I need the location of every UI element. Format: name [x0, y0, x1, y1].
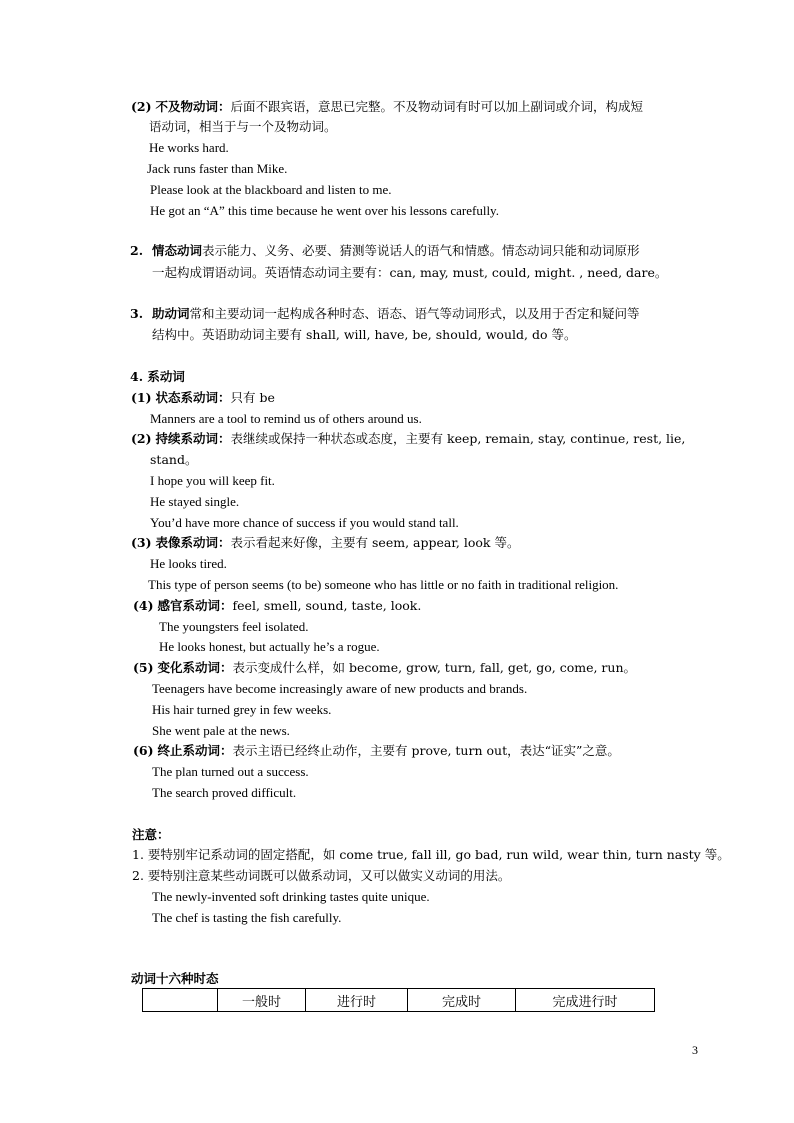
term: 终止系动词： — [157, 743, 233, 758]
term: 状态系动词： — [155, 390, 231, 405]
table-header-cell: 进行时 — [306, 989, 408, 1012]
description-cont: 结构中。英语助动词主要有 shall, will, have, be, should, would, do 等。 — [152, 327, 577, 342]
table-header-cell: 完成进行时 — [516, 989, 655, 1012]
note-heading: 注意： — [132, 827, 170, 842]
description: 表示变成什么样，如 become, grow, turn, fall, get, go, come, run。 — [232, 660, 637, 675]
linking-verbs-heading: 4. 系动词 — [130, 369, 185, 384]
example-sentence: He works hard. — [149, 140, 229, 155]
term: 不及物动词： — [155, 99, 231, 114]
description: 后面不跟宾语，意思已完整。不及物动词有时可以加上副词或介词，构成短 — [230, 99, 644, 114]
example-sentence: Teenagers have become increasingly aware of new products and brands. — [152, 681, 528, 696]
page-number: 3 — [692, 1043, 698, 1057]
table-header-cell: 完成时 — [408, 989, 516, 1012]
description-cont: 语动词，相当于与一个及物动词。 — [149, 119, 337, 134]
note-item: 1. 要特别牢记系动词的固定搭配，如 come true, fall ill, go bad, run wild, wear thin, turn nasty 等。 — [132, 847, 730, 862]
example-sentence: The plan turned out a success. — [152, 764, 309, 779]
example-sentence: The newly-invented soft drinking tastes quite unique. — [152, 889, 430, 904]
item-number: 3. — [130, 306, 144, 321]
example-sentence: The search proved difficult. — [152, 785, 297, 800]
item-number: (5) — [133, 660, 154, 675]
description: 表继续或保持一种状态或态度，主要有 keep, remain, stay, continue, rest, lie, — [230, 431, 686, 446]
term: 情态动词 — [152, 243, 203, 258]
description: 只有 be — [230, 390, 275, 405]
table-row — [143, 989, 655, 1012]
linking-item — [133, 742, 620, 760]
example-sentence: This type of person seems (to be) someone who has little or no faith in traditional religion. — [148, 577, 619, 592]
item-number: (2) — [131, 99, 152, 114]
item-number: (3) — [131, 535, 152, 550]
tense-table-title: 动词十六种时态 — [131, 971, 219, 986]
linking-item — [131, 389, 275, 407]
example-sentence: Manners are a tool to remind us of others around us. — [150, 411, 422, 426]
example-sentence: Jack runs faster than Mike. — [147, 161, 288, 176]
example-sentence: His hair turned grey in few weeks. — [152, 702, 332, 717]
item-number: (6) — [133, 743, 154, 758]
description: 表示看起来好像，主要有 seem, appear, look 等。 — [230, 535, 520, 550]
item-number: (4) — [133, 598, 154, 613]
auxiliary-verbs-paragraph — [130, 305, 640, 323]
example-sentence: The youngsters feel isolated. — [159, 619, 309, 634]
description: 表示主语已经终止动作，主要有 prove, turn out，表达“证实”之意。 — [232, 743, 620, 758]
linking-item — [131, 430, 685, 448]
term: 感官系动词： — [157, 598, 233, 613]
item-number: (2) — [131, 431, 152, 446]
description-cont: stand。 — [150, 452, 198, 467]
modal-verbs-paragraph — [130, 242, 640, 260]
item-number: (1) — [131, 390, 152, 405]
item-number: 2. — [130, 243, 144, 258]
linking-item — [131, 534, 519, 552]
example-sentence: He looks honest, but actually he’s a rogue. — [159, 639, 380, 654]
intransitive-heading — [131, 98, 643, 116]
description: 常和主要动词一起构成各种时态、语态、语气等动词形式，以及用于否定和疑问等 — [189, 306, 640, 321]
linking-item — [133, 659, 636, 677]
description: feel, smell, sound, taste, look. — [232, 598, 422, 613]
example-sentence: He got an “A” this time because he went over his lessons carefully. — [150, 203, 499, 218]
table-header-cell: 一般时 — [218, 989, 306, 1012]
example-sentence: He stayed single. — [150, 494, 240, 509]
example-sentence: The chef is tasting the fish carefully. — [152, 910, 342, 925]
linking-item — [133, 597, 421, 615]
term: 持续系动词： — [155, 431, 231, 446]
example-sentence: You’d have more chance of success if you would stand tall. — [150, 515, 459, 530]
example-sentence: Please look at the blackboard and listen to me. — [150, 182, 392, 197]
term: 表像系动词： — [155, 535, 231, 550]
example-sentence: He looks tired. — [150, 556, 227, 571]
example-sentence: I hope you will keep fit. — [150, 473, 275, 488]
term: 变化系动词： — [157, 660, 233, 675]
description-cont: 一起构成谓语动词。英语情态动词主要有：can, may, must, could, might. , need, dare。 — [152, 265, 668, 280]
table-header-cell — [143, 989, 218, 1012]
note-item: 2. 要特别注意某些动词既可以做系动词，又可以做实义动词的用法。 — [132, 868, 511, 883]
tense-table — [142, 988, 655, 1012]
example-sentence: She went pale at the news. — [152, 723, 290, 738]
term: 助动词 — [152, 306, 190, 321]
description: 表示能力、义务、必要、猜测等说话人的语气和情感。情态动词只能和动词原形 — [202, 243, 640, 258]
